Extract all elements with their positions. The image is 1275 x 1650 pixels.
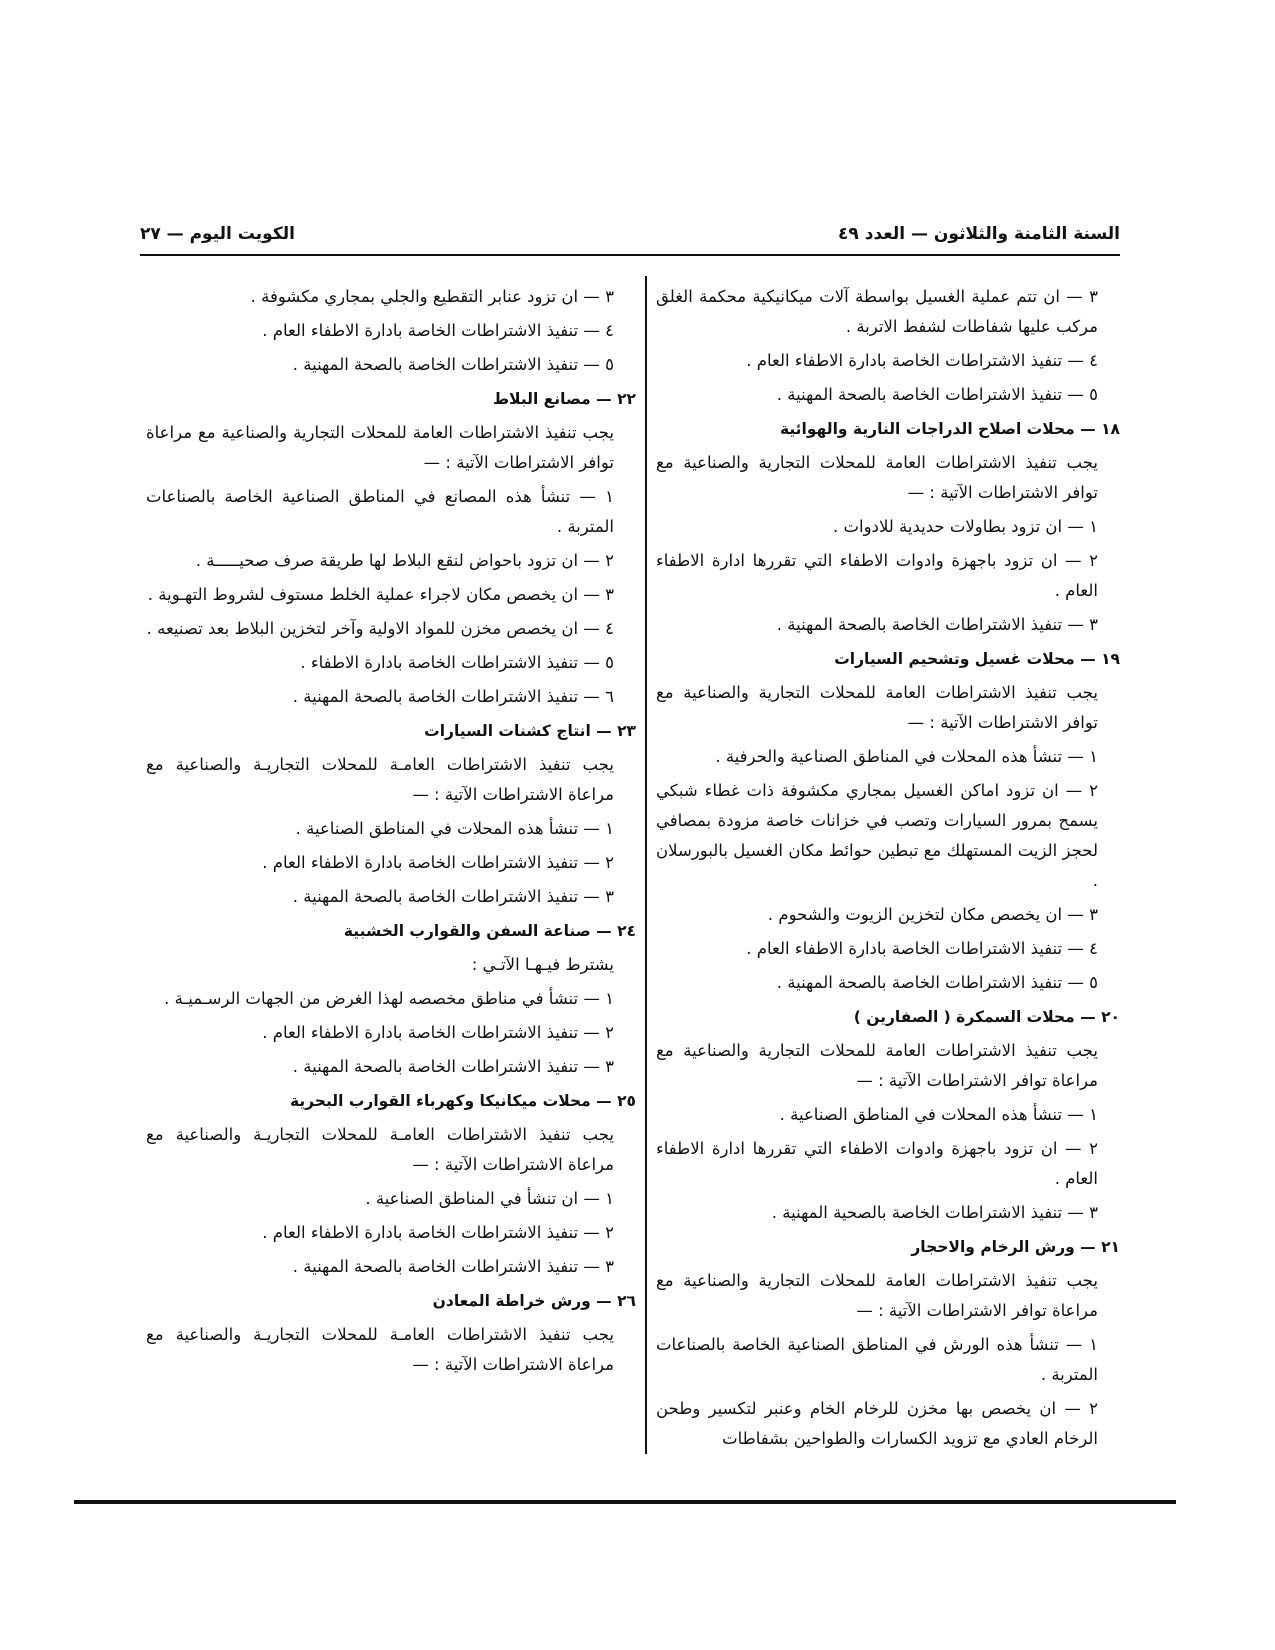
paragraph: يجب تنفيذ الاشتراطات العامة للمحلات التجارية والصناعية مع مراعاة توافر الاشتراطات الآتية : — bbox=[656, 1271, 1098, 1320]
footer-rule bbox=[74, 1500, 1176, 1504]
section-heading: ١٩ — محلات غسيل وتشحيم السيارات bbox=[834, 650, 1120, 668]
list-item: ١ — تنشأ هذه المحلات في المناطق الصناعية والحرفية . bbox=[715, 747, 1098, 766]
list-item: ٥ — تنفيذ الاشتراطات الخاصة بادارة الاطفاء . bbox=[300, 653, 614, 672]
section-heading: ١٨ — محلات اصلاح الدراجات النارية والهوائية bbox=[779, 420, 1120, 438]
section-heading: ٢١ — ورش الرخام والاحجار bbox=[911, 1238, 1120, 1256]
list-item: ٢ — ان تزود باحواض لنقع البلاط لها طريقة صرف صحيـــــة . bbox=[195, 551, 614, 570]
issue-info: السنة الثامنة والثلاثون — العدد ٤٩ bbox=[838, 224, 1120, 244]
paragraph: يجب تنفيذ الاشتراطات العامـة للمحلات التجاريـة والصناعية مع مراعاة الاشتراطات الآتية : — bbox=[146, 1125, 614, 1174]
paragraph: يجب تنفيذ الاشتراطات العامـة للمحلات التجاريـة والصناعية مع مراعاة الاشتراطات الآتية : — bbox=[146, 1325, 614, 1374]
list-item: ١ — تنشأ هذه الورش في المناطق الصناعية الخاصة بالصناعات المتربة . bbox=[656, 1335, 1098, 1384]
section-heading: ٢٦ — ورش خراطة المعادن bbox=[432, 1292, 636, 1310]
left-column bbox=[146, 282, 636, 1384]
section-heading: ٢٠ — محلات السمكرة ( الصفارين ) bbox=[853, 1008, 1120, 1026]
paragraph: يجب تنفيذ الاشتراطات العامة للمحلات التجارية والصناعية مع توافر الاشتراطات الآتية : — bbox=[656, 683, 1098, 732]
paragraph: يجب تنفيذ الاشتراطات العامة للمحلات التجارية والصناعية مع توافر الاشتراطات الآتية : — bbox=[656, 453, 1098, 502]
list-item: ٣ — تنفيذ الاشتراطات الخاصة بالصحة المهنية . bbox=[776, 615, 1098, 634]
list-item: ٢ — تنفيذ الاشتراطات الخاصة بادارة الاطفاء العام . bbox=[262, 1023, 614, 1042]
list-item: ٢ — ان تزود باجهزة وادوات الاطفاء التي تقررها ادارة الاطفاء العام . bbox=[656, 551, 1098, 600]
list-item: ٤ — ان يخصص مخزن للمواد الاولية وآخر لتخزين البلاط بعد تصنيعه . bbox=[146, 619, 614, 638]
column-divider bbox=[645, 276, 647, 1454]
list-item: ٥ — تنفيذ الاشتراطات الخاصة بالصحة المهنية . bbox=[776, 385, 1098, 404]
list-item: ١ — تنشأ هذه المحلات في المناطق الصناعية . bbox=[295, 819, 614, 838]
list-item: ١ — ان تزود بطاولات حديدية للادوات . bbox=[833, 517, 1098, 536]
section-heading: ٢٤ — صناعة السفن والقوارب الخشبية bbox=[343, 922, 636, 940]
list-item: ٦ — تنفيذ الاشتراطات الخاصة بالصحة المهنية . bbox=[292, 687, 614, 706]
list-item: ٥ — تنفيذ الاشتراطات الخاصة بالصحة المهنية . bbox=[776, 973, 1098, 992]
right-column bbox=[656, 282, 1120, 1458]
list-item: ٣ — ان يخصص مكان لتخزين الزيوت والشحوم . bbox=[767, 905, 1098, 924]
list-item: ٣ — ان تتم عملية الغسيل بواسطة آلات ميكانيكية محكمة الغلق مركب عليها شفاطات لشفط الاتربة . bbox=[656, 287, 1098, 336]
list-item: ٣ — تنفيذ الاشتراطات الخاصة بالصحة المهنية . bbox=[292, 1057, 614, 1076]
list-item: ٤ — تنفيذ الاشتراطات الخاصة بادارة الاطفاء العام . bbox=[746, 351, 1098, 370]
section-heading: ٢٥ — محلات ميكانيكا وكهرباء القوارب البحرية bbox=[289, 1092, 636, 1110]
header-rule bbox=[140, 254, 1120, 256]
list-item: ١ — تنشأ هذه المصانع في المناطق الصناعية الخاصة بالصناعات المتربة . bbox=[146, 487, 614, 536]
section-heading: ٢٢ — مصانع البلاط bbox=[492, 390, 636, 408]
list-item: ٥ — تنفيذ الاشتراطات الخاصة بالصحة المهنية . bbox=[292, 355, 614, 374]
paragraph: يشترط فيـهـا الآتـي : bbox=[471, 955, 614, 974]
section-heading: ٢٣ — انتاج كشنات السيارات bbox=[424, 722, 636, 740]
list-item: ٢ — تنفيذ الاشتراطات الخاصة بادارة الاطفاء العام . bbox=[262, 853, 614, 872]
list-item: ٣ — تنفيذ الاشتراطات الخاصة بالصحية المهنية . bbox=[771, 1203, 1098, 1222]
list-item: ٤ — تنفيذ الاشتراطات الخاصة بادارة الاطفاء العام . bbox=[746, 939, 1098, 958]
list-item: ١ — ان تنشأ في المناطق الصناعية . bbox=[365, 1189, 614, 1208]
list-item: ١ — تنشأ هذه المحلات في المناطق الصناعية . bbox=[779, 1105, 1098, 1124]
list-item: ٣ — تنفيذ الاشتراطات الخاصة بالصحة المهنية . bbox=[292, 887, 614, 906]
list-item: ٤ — تنفيذ الاشتراطات الخاصة بادارة الاطفاء العام . bbox=[262, 321, 614, 340]
list-item: ٣ — ان تزود عنابر التقطيع والجلي بمجاري مكشوفة . bbox=[250, 287, 614, 306]
paragraph: يجب تنفيذ الاشتراطات العامة للمحلات التجارية والصناعية مع مراعاة توافر الاشتراطات الآتية : — bbox=[146, 423, 614, 472]
publication-page: الكويت اليوم — ٢٧ bbox=[140, 224, 295, 244]
paragraph: يجب تنفيذ الاشتراطات العامة للمحلات التجارية والصناعية مع مراعاة توافر الاشتراطات الآتية : — bbox=[656, 1041, 1098, 1090]
list-item: ٢ — تنفيذ الاشتراطات الخاصة بادارة الاطفاء العام . bbox=[262, 1223, 614, 1242]
list-item: ٢ — ان يخصص بها مخزن للرخام الخام وعنبر لتكسير وطحن الرخام العادي مع تزويد الكسارات والطواحين بشفاطات bbox=[656, 1399, 1098, 1448]
list-item: ٢ — ان تزود باجهزة وادوات الاطفاء التي تقررها ادارة الاطفاء العام . bbox=[656, 1139, 1098, 1188]
page-header bbox=[140, 224, 1120, 256]
list-item: ١ — تنشأ في مناطق مخصصه لهذا الغرض من الجهات الرسـميـة . bbox=[164, 989, 614, 1008]
list-item: ٣ — تنفيذ الاشتراطات الخاصة بالصحة المهنية . bbox=[292, 1257, 614, 1276]
paragraph: يجب تنفيذ الاشتراطات العامـة للمحلات التجاريـة والصناعية مع مراعاة الاشتراطات الآتية : — bbox=[146, 755, 614, 804]
list-item: ٣ — ان يخصص مكان لاجراء عملية الخلط مستوف لشروط التهـوية . bbox=[147, 585, 614, 604]
list-item: ٢ — ان تزود اماكن الغسيل بمجاري مكشوفة ذات غطاء شبكي يسمح بمرور السيارات وتصب في خزانات خاصة مزودة بمصافي لحجز الزيت المستهلك مع تبطين حوائط مكان الغسيل بالبورسلان . bbox=[656, 781, 1098, 890]
